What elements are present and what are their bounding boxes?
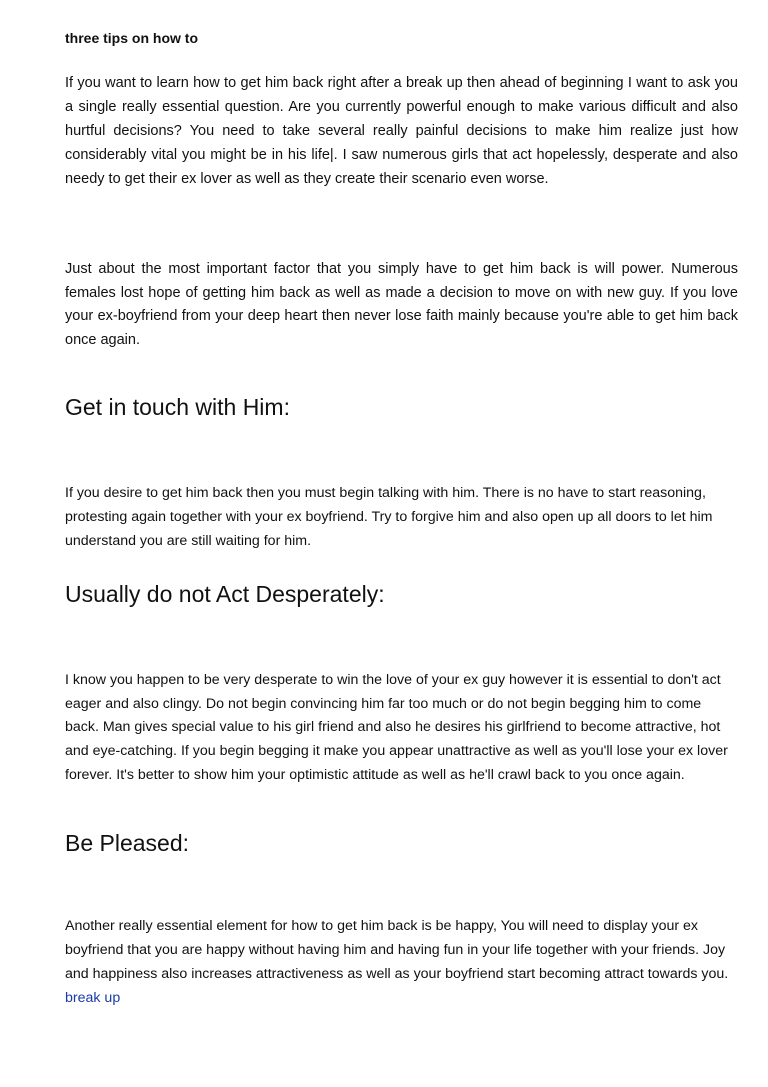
section-body-be-pleased-text: Another really essential element for how to get him back is be happy, You will need to display your ex boyfriend that you are happy without having him and having fun in your life together with your friends. Joy and happiness also increases attractiveness as well as your boyfriend start becoming attract towards you. — [65, 918, 729, 982]
section-body-get-in-touch: If you desire to get him back then you must begin talking with him. There is no have to start reasoning, protesting again together with your ex boyfriend. Try to forgive him and also open up all doors to let him understand you are still waiting for him. — [65, 485, 713, 549]
section-heading-get-in-touch: Get in touch with Him: — [65, 394, 290, 420]
section-body-be-pleased — [65, 914, 738, 1010]
section-heading-do-not-act-desperately: Usually do not Act Desperately: — [65, 581, 385, 607]
section-heading-be-pleased: Be Pleased: — [65, 830, 190, 856]
section-body-do-not-act-desperately: I know you happen to be very desperate to win the love of your ex guy however it is essential to don't act eager and also clingy. Do not begin convincing him far too much or do not begin begging him to come back. Man gives special value to his girl friend and also he desires his girlfriend to become attractive, hot and eye-catching. If you begin begging it make you appear unattractive as well as you'll lose your ex lover forever. It's better to show him your optimistic attitude as well as he'll crawl back to you once again. — [65, 672, 728, 783]
document-title: three tips on how to — [65, 30, 198, 46]
intro-paragraph-1: If you want to learn how to get him back right after a break up then ahead of beginning I want to ask you a single really essential question. Are you currently powerful enough to make various difficult and also hurtful decisions? You need to take several really painful decisions to make him realize just how considerably vital you might be in his life|. I saw numerous girls that act hopelessly, desperate and also needy to get their ex lover as well as they create their scenario even worse. — [65, 75, 738, 187]
intro-paragraph-2: Just about the most important factor that you simply have to get him back is will power. Numerous females lost hope of getting him back as well as made a decision to move on with new guy. If you love your ex-boyfriend from your deep heart then never lose faith mainly because you're able to get him back once again. — [65, 261, 738, 349]
break-up-link[interactable]: break up — [65, 990, 121, 1006]
